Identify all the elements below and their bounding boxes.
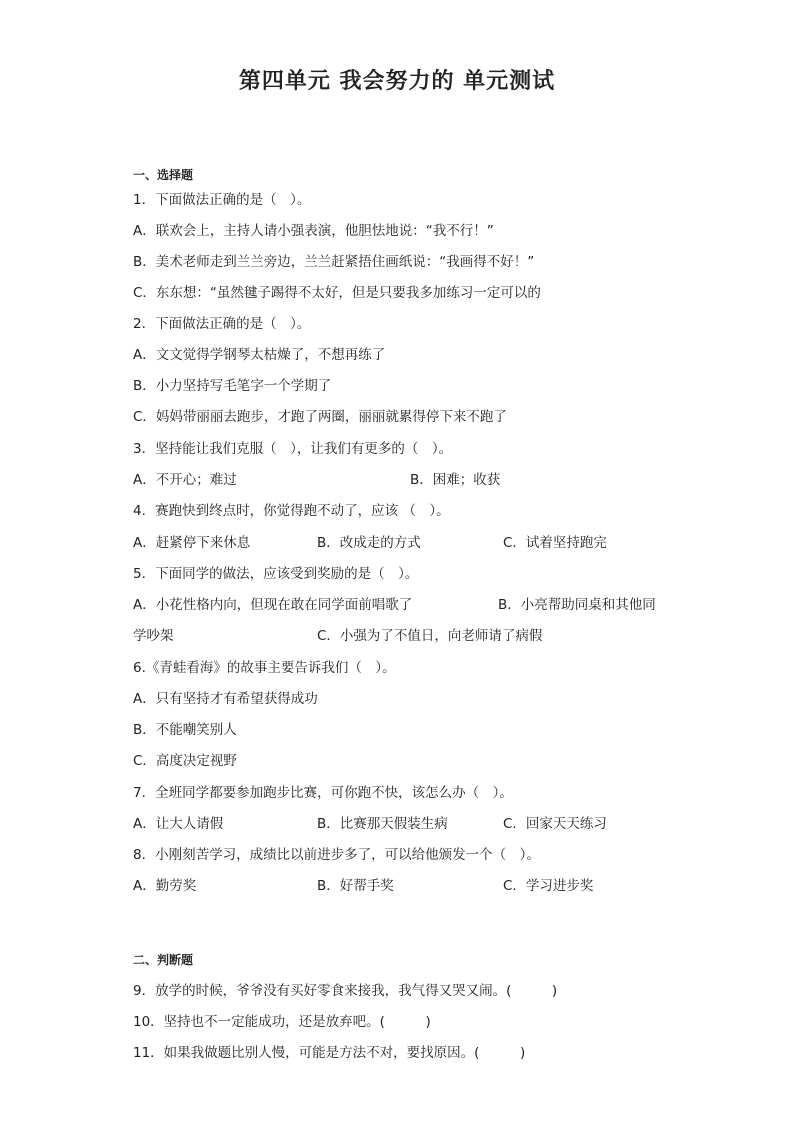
q9-statement[interactable]: 9．放学的时候，爷爷没有买好零食来接我，我气得又哭又闹。( ) <box>133 983 558 999</box>
q7-option-c[interactable]: C．回家天天练习 <box>503 816 607 832</box>
q8-option-b[interactable]: B．好帮手奖 <box>317 878 394 894</box>
q7-stem: 7．全班同学都要参加跑步比赛，可你跑不快，该怎么办（ ）。 <box>133 785 513 801</box>
q6-option-a[interactable]: A．只有坚持才有希望获得成功 <box>133 691 318 707</box>
q6-option-b[interactable]: B．不能嘲笑别人 <box>133 722 237 738</box>
q5-stem: 5．下面同学的做法，应该受到奖励的是（ ）。 <box>133 566 419 582</box>
q2-option-c[interactable]: C．妈妈带丽丽去跑步，才跑了两圈，丽丽就累得停下来不跑了 <box>133 409 507 425</box>
q8-option-c[interactable]: C．学习进步奖 <box>503 878 594 894</box>
q6-option-c[interactable]: C．高度决定视野 <box>133 753 237 769</box>
q3-option-a[interactable]: A．不开心；难过 <box>133 472 237 488</box>
q4-stem: 4．赛跑快到终点时，你觉得跑不动了，应该 （ ）。 <box>133 503 450 519</box>
q11-statement[interactable]: 11．如果我做题比别人慢，可能是方法不对，要找原因。( ) <box>133 1045 526 1061</box>
section-judge-heading: 二、判断题 <box>133 953 194 967</box>
q3-stem: 3．坚持能让我们克服（ ），让我们有更多的（ ）。 <box>133 441 453 457</box>
q1-option-c[interactable]: C．东东想：“虽然毽子踢得不太好，但是只要我多加练习一定可以的 <box>133 285 541 301</box>
q10-statement[interactable]: 10．坚持也不一定能成功，还是放弃吧。( ) <box>133 1014 431 1030</box>
q4-option-a[interactable]: A．赶紧停下来休息 <box>133 535 251 551</box>
q4-option-c[interactable]: C．试着坚持跑完 <box>503 535 607 551</box>
q5-option-b-continued[interactable]: 学吵架 <box>133 628 174 644</box>
section-choice-heading: 一、选择题 <box>133 168 194 182</box>
page-title: 第四单元 我会努力的 单元测试 <box>238 69 556 94</box>
q5-option-a[interactable]: A．小花性格内向，但现在敢在同学面前唱歌了 <box>133 597 413 613</box>
q3-option-b[interactable]: B．困难；收获 <box>410 472 501 488</box>
q6-stem: 6.《青蛙看海》的故事主要告诉我们（ ）。 <box>133 660 396 676</box>
q7-option-b[interactable]: B．比赛那天假装生病 <box>317 816 448 832</box>
q1-stem: 1．下面做法正确的是（ ）。 <box>133 192 311 208</box>
q5-option-c[interactable]: C．小强为了不值日，向老师请了病假 <box>317 628 543 644</box>
q2-stem: 2．下面做法正确的是（ ）。 <box>133 316 311 332</box>
q2-option-a[interactable]: A．文文觉得学钢琴太枯燥了，不想再练了 <box>133 347 386 363</box>
q4-option-b[interactable]: B．改成走的方式 <box>317 535 421 551</box>
q8-stem: 8．小刚刻苦学习，成绩比以前进步多了，可以给他颁发一个（ ）。 <box>133 847 540 863</box>
q2-option-b[interactable]: B．小力坚持写毛笔字一个学期了 <box>133 378 332 394</box>
q7-option-a[interactable]: A．让大人请假 <box>133 816 224 832</box>
q8-option-a[interactable]: A．勤劳奖 <box>133 878 197 894</box>
q1-option-b[interactable]: B．美术老师走到兰兰旁边，兰兰赶紧捂住画纸说：“我画得不好！” <box>133 254 535 270</box>
q5-option-b[interactable]: B．小亮帮助同桌和其他同 <box>498 597 656 613</box>
q1-option-a[interactable]: A．联欢会上，主持人请小强表演，他胆怯地说：“我不行！” <box>133 223 494 239</box>
